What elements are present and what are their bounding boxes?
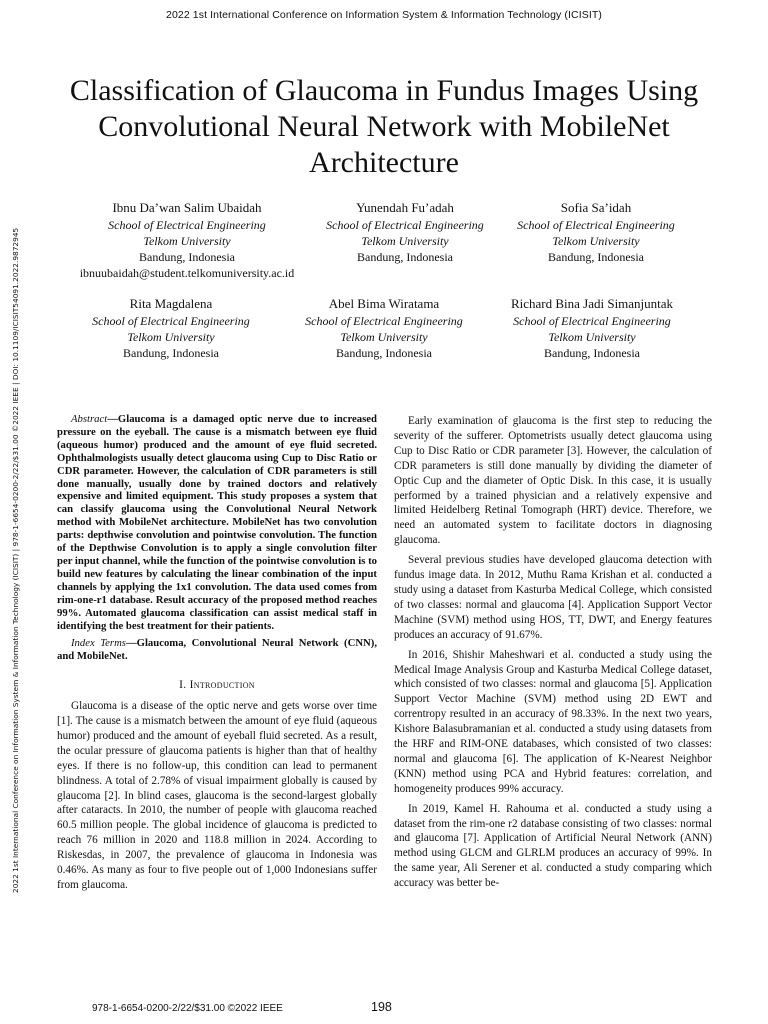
paragraph: Early examination of glaucoma is the first step to reducing the severity of the sufferer. Optometrists usually detect glaucoma using Cup to Disc Ratio or CDR parameter [3]. However, the calculation of CDR parameters is still done manually by dividing the diameter of Optic Cup and the diameter of Optic Disk. In this case, it is usually performed by a trained physician and a relatively expensive and limited Heidelberg Retinal Tomograph (HRT) device. Therefore, we need an automated system to facilitate doctors in diagnosing glaucoma. [394, 415, 712, 547]
author-email: ibnuubaidah@student.telkomuniversity.ac.id [79, 266, 295, 280]
author-block [67, 200, 307, 281]
author-university: Telkom University [552, 234, 640, 248]
paragraph: Several previous studies have developed glaucoma detection with fundus image data. In 2012, Muthu Rama Krishan et al. conducted a study using a dataset from Kasturba Medical College, which consisted of two classes: normal and glaucoma [4]. Application Support Vector Machine (SVM) method using HOS, TT, DWT, and Energy features produces an accuracy of 91.67%. [394, 554, 712, 641]
paragraph: In 2016, Shishir Maheshwari et al. conducted a study using the Medical Image Analysis Group and Kasturba Medical College dataset, which consisted of two classes: normal and glaucoma [5]. Application Support Vector Machine (SVM) method using 2D EWT and correntropy resulted in an accuracy of 98.33%. In the next two years, Kishore Balasubramanian et al. conducted a study using datasets from the HRF and RIM-ONE databases, which consisted of two classes: normal and glaucoma [6]. The application of K-Nearest Neighbor (KNN) method using PCA and Hybrid features: correlation, and homogeneity produces 99% accuracy. [394, 648, 712, 795]
doi-side-identifier: 2022 1st International Conference on Information System & Information Technology (ICISIT) | 978-1-6654-0200-2/22/$31.00 ©2022 IEEE | DOI: 10.1109/ICISIT54091.2022.9872945 [11, 227, 20, 893]
section-title: Introduction [189, 679, 255, 692]
author-university: Telkom University [127, 330, 215, 344]
page-number: 198 [371, 1000, 392, 1014]
author-name: Sofia Sa’idah [560, 200, 632, 215]
index-terms-text: —Glaucoma, Convolutional Neural Network (CNN), and MobileNet. [57, 637, 377, 663]
index-terms-lead: Index Terms [71, 637, 126, 650]
author-block [476, 200, 716, 265]
paragraph: Glaucoma is a disease of the optic nerve and gets worse over time [1]. The cause is a mismatch between the amount of eye fluid (aqueous humor) produced and the amount of eyeball fluid secreted. As a result, the ocular pressure of glaucoma patients is higher than that of healthy eyes. If there is no follow-up, this condition can lead to permanent blindness. A total of 2.78% of visual impairment globally is caused by glaucoma [2]. In blind cases, glaucoma is the second-largest globally after cataracts. In 2010, the number of people with glaucoma reached 60.5 million people. The global incidence of glaucoma is predicted to reach 76 million in 2020 and 118.8 million in 2024. According to Riskesdas, in 2007, the prevalence of glaucoma in Indonesia was 0.46%. As many as four to five people out of 1,000 Indonesians suffer from glaucoma. [57, 700, 377, 891]
author-name: Abel Bima Wiratama [328, 296, 440, 311]
section-number: I. [179, 679, 190, 692]
abstract-lead: Abstract [71, 413, 108, 425]
author-block [51, 296, 291, 361]
footer-copyright: 978-1-6654-0200-2/22/$31.00 ©2022 IEEE [92, 1003, 283, 1014]
paragraph: In 2019, Kamel H. Rahouma et al. conducted a study using a dataset from the rim-one r2 database consisting of two classes: normal and glaucoma [7]. Application of Artificial Neural Network (ANN) method using GLCM and GLRLM produces an accuracy of 99%. In the same year, Ali Serener et al. conducted a study comparing which accuracy was better be- [394, 802, 712, 890]
author-location: Bandung, Indonesia [139, 250, 235, 264]
author-location: Bandung, Indonesia [357, 250, 453, 264]
author-location: Bandung, Indonesia [123, 346, 219, 360]
author-name: Yunendah Fu’adah [356, 200, 454, 215]
index-terms [57, 637, 377, 663]
author-location: Bandung, Indonesia [544, 346, 640, 360]
author-name: Ibnu Da’wan Salim Ubaidah [112, 200, 262, 215]
author-school: School of Electrical Engineering [305, 314, 463, 328]
left-column [57, 413, 377, 898]
author-location: Bandung, Indonesia [548, 250, 644, 264]
author-block [264, 296, 504, 361]
abstract-text: —Glaucoma is a damaged optic nerve due to increased pressure on the eyeball. The cause is a mismatch between eye fluid (aqueous humor) produced and the amount of eye fluid secreted. Ophthalmologists usually detect glaucoma using Cup to Disc Ratio or CDR parameter. However, the calculation of CDR parameters is still done manually, usually done by trained doctors and relatively expensive and limited equipment. This study proposes a system that can classify glaucoma using the Convolutional Neural Network method with MobileNet architecture. MobileNet has two convolution parts: depthwise convolution and pointwise convolution. The function of the Depthwise Convolution is to apply a single convolution filter per input channel, while the function of the pointwise convolution is to build new features by calculating the linear combination of the input channels by applying the 1x1 convolution. The data used comes from rim-one-r1 database. Result accuracy of the proposed method reaches 99%. Automated glaucoma classification can assist medical staff in identifying the best treatment for their patients. [57, 413, 377, 632]
abstract [57, 413, 377, 632]
author-block [472, 296, 712, 361]
section-heading [57, 678, 377, 693]
author-school: School of Electrical Engineering [326, 218, 484, 232]
author-university: Telkom University [361, 234, 449, 248]
paper-title: Classification of Glaucoma in Fundus Images Using Convolutional Neural Network with MobileNet Architecture [69, 74, 699, 179]
author-university: Telkom University [143, 234, 231, 248]
author-name: Rita Magdalena [129, 296, 213, 311]
author-school: School of Electrical Engineering [517, 218, 675, 232]
author-location: Bandung, Indonesia [336, 346, 432, 360]
author-name: Richard Bina Jadi Simanjuntak [510, 296, 674, 311]
author-university: Telkom University [340, 330, 428, 344]
author-school: School of Electrical Engineering [92, 314, 250, 328]
author-university: Telkom University [548, 330, 636, 344]
conference-header: 2022 1st International Conference on Information System & Information Technology (ICISIT) [166, 9, 602, 21]
author-school: School of Electrical Engineering [513, 314, 671, 328]
right-column [394, 414, 712, 896]
author-school: School of Electrical Engineering [108, 218, 266, 232]
